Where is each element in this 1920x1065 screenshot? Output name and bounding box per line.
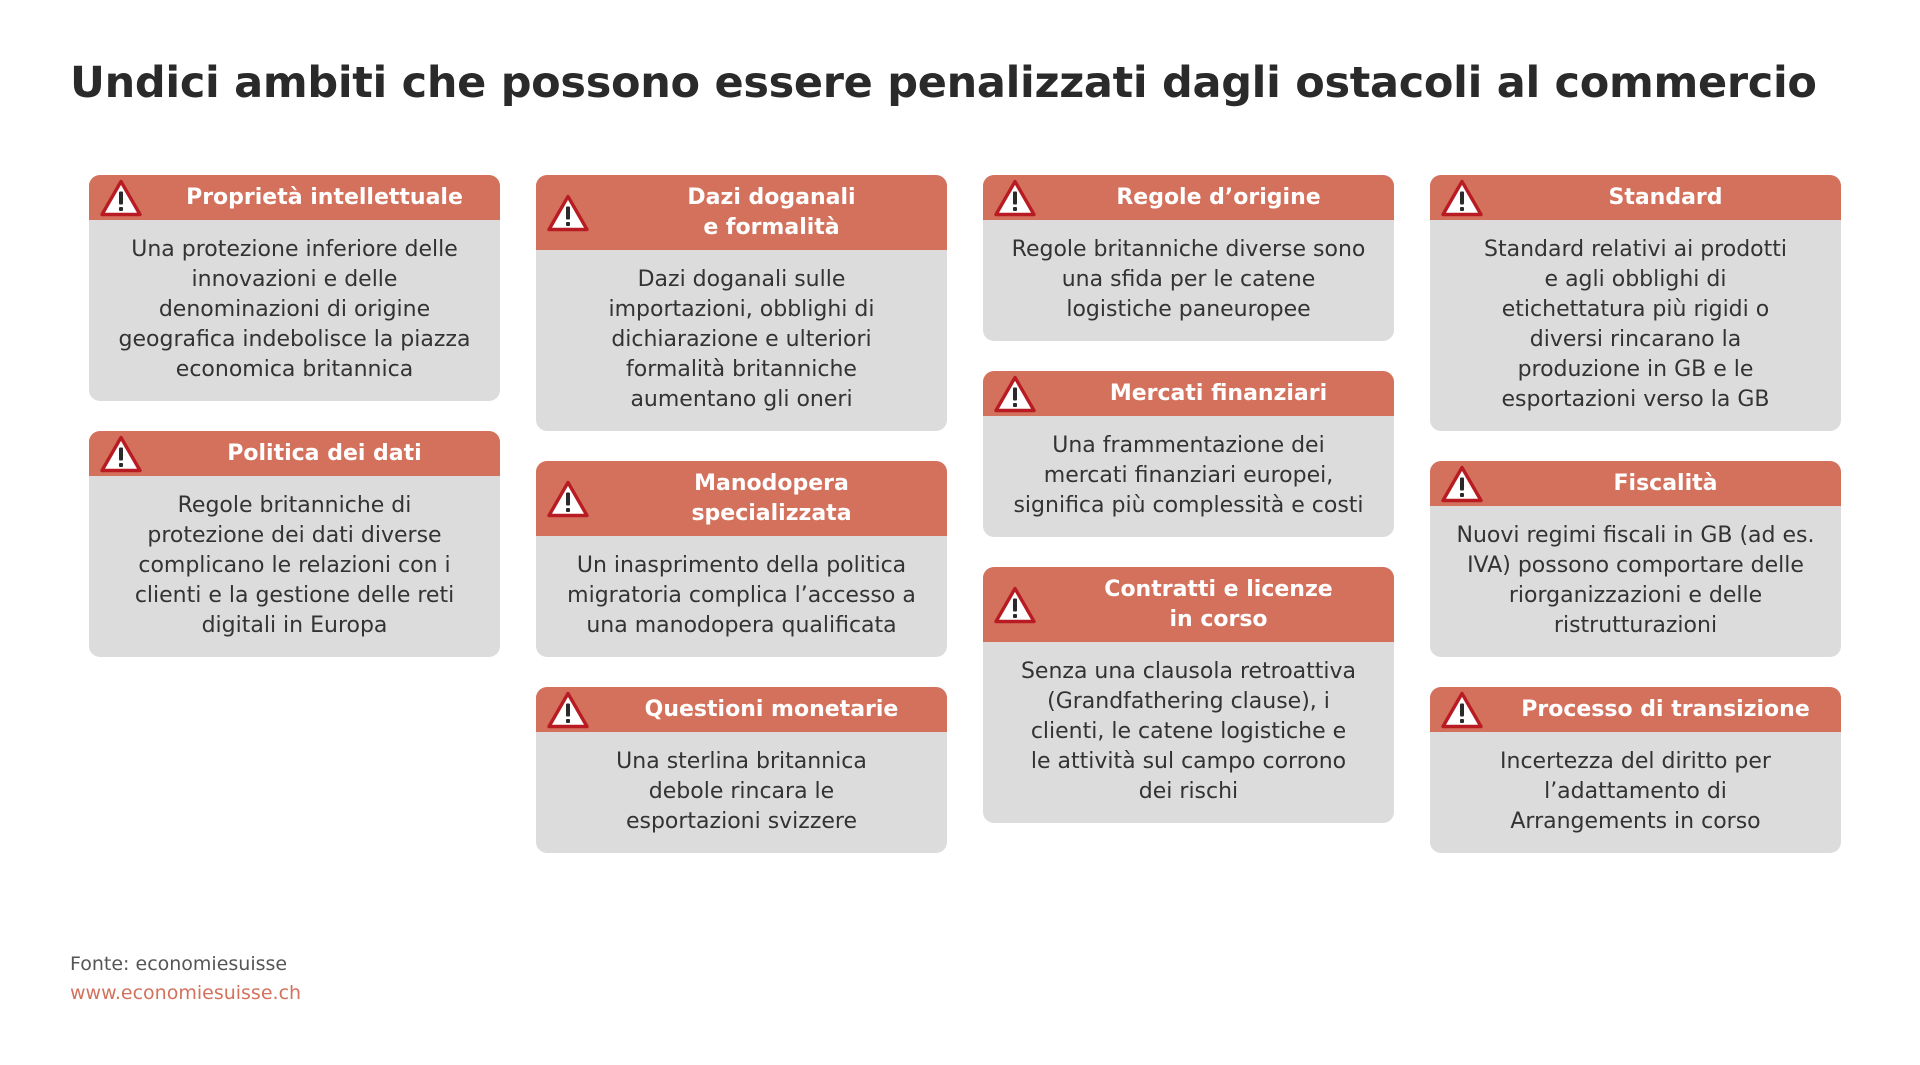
card-title: Contratti e licenze in corso [1104, 577, 1333, 632]
card-header [1430, 461, 1841, 506]
card-politica-dei-dati [89, 431, 500, 657]
warning-triangle-icon [993, 374, 1037, 413]
warning-triangle-icon [1440, 464, 1484, 503]
card-text: Incertezza del diritto per l’adattamento di Arrangements in corso [1500, 749, 1771, 834]
card-header [536, 461, 947, 536]
source-link[interactable]: www.economiesuisse.ch [70, 982, 302, 1004]
card-text: Senza una clausola retroattiva (Grandfathering clause), i clienti, le catene logistiche e le attività sul campo corrono dei rischi [1020, 659, 1357, 804]
warning-triangle-icon [546, 690, 590, 729]
card-title: Proprietà intellettuale [186, 185, 463, 210]
warning-triangle-icon [546, 193, 590, 232]
column-2 [536, 175, 947, 853]
card-text: Un inasprimento della politica migratoria complica l’accesso a una manodopera qualificata [567, 553, 916, 638]
warning-triangle-icon [1440, 178, 1484, 217]
card-text: Dazi doganali sulle importazioni, obblighi di dichiarazione e ulteriori formalità britanniche aumentano gli oneri [608, 267, 875, 412]
page-title: Undici ambiti che possono essere penalizzati dagli ostacoli al commercio [70, 58, 1817, 108]
column-1 [89, 175, 500, 657]
card-text: Una protezione inferiore delle innovazioni e delle denominazioni di origine geografica indebolisce la piazza economica britannica [118, 237, 471, 382]
card-header [89, 175, 500, 220]
card-header [983, 175, 1394, 220]
card-title: Questioni monetarie [644, 697, 899, 722]
card-title: Politica dei dati [227, 441, 422, 466]
card-contratti-e-licenze-in-corso [983, 567, 1394, 823]
card-title: Processo di transizione [1521, 697, 1810, 722]
card-standard [1430, 175, 1841, 431]
card-header [983, 567, 1394, 642]
card-text: Regole britanniche di protezione dei dati diverse complicano le relazioni con i clienti e la gestione delle reti digitali in Europa [134, 493, 455, 638]
card-processo-di-transizione [1430, 687, 1841, 853]
source-label: Fonte: economiesuisse [70, 953, 288, 975]
card-title: Manodopera specializzata [691, 471, 852, 526]
card-header [536, 175, 947, 250]
card-text: Una frammentazione dei mercati finanziari europei, significa più complessità e costi [1013, 433, 1364, 518]
card-title: Mercati finanziari [1109, 381, 1328, 406]
card-dazi-doganali-e-formalita [536, 175, 947, 431]
warning-triangle-icon [99, 434, 143, 473]
warning-triangle-icon [1440, 690, 1484, 729]
card-title: Standard [1608, 185, 1723, 210]
column-4 [1430, 175, 1841, 853]
card-header [536, 687, 947, 732]
column-3 [983, 175, 1394, 823]
card-text: Una sterlina britannica debole rincara le esportazioni svizzere [616, 749, 867, 834]
card-title: Dazi doganali e formalità [687, 185, 856, 240]
card-mercati-finanziari [983, 371, 1394, 537]
card-header [1430, 687, 1841, 732]
card-header [1430, 175, 1841, 220]
card-proprieta-intellettuale [89, 175, 500, 401]
warning-triangle-icon [993, 178, 1037, 217]
card-regole-d-origine [983, 175, 1394, 341]
card-header [983, 371, 1394, 416]
warning-triangle-icon [993, 585, 1037, 624]
card-header [89, 431, 500, 476]
card-fiscalita [1430, 461, 1841, 657]
card-title: Regole d’origine [1116, 185, 1321, 210]
card-text: Regole britanniche diverse sono una sfida per le catene logistiche paneuropee [1011, 237, 1366, 322]
warning-triangle-icon [99, 178, 143, 217]
card-questioni-monetarie [536, 687, 947, 853]
card-text: Nuovi regimi fiscali in GB (ad es. IVA) possono comportare delle riorganizzazioni e delle ristrutturazioni [1456, 523, 1815, 638]
source [70, 950, 301, 1008]
card-manodopera-specializzata [536, 461, 947, 657]
card-title: Fiscalità [1613, 471, 1718, 496]
card-text: Standard relativi ai prodotti e agli obblighi di etichettatura più rigidi o diversi rincarano la produzione in GB e le esportazioni verso la GB [1484, 237, 1787, 412]
warning-triangle-icon [546, 479, 590, 518]
